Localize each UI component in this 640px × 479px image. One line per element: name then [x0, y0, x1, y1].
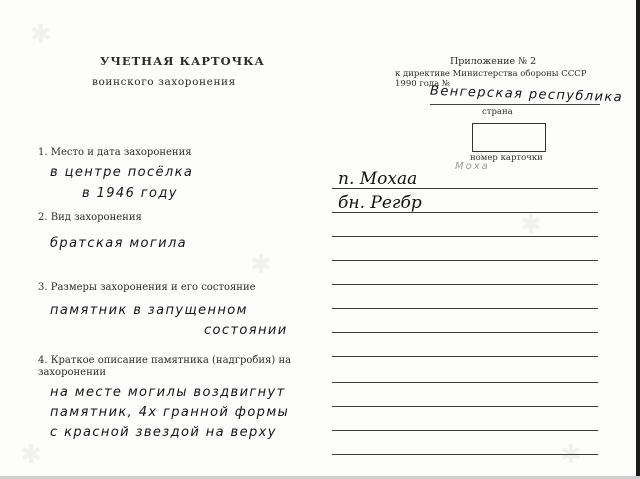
burial-type-value: братская могила: [50, 236, 188, 251]
place-date-label: 1. Место и дата захоронения: [38, 147, 192, 158]
ruled-line: [332, 188, 598, 189]
ruled-line: [332, 212, 598, 213]
place-date-value-1: в центре посёлка: [50, 165, 194, 180]
burial-type-label: 2. Вид захоронения: [38, 212, 142, 223]
card-number-box: [472, 123, 546, 152]
card-subtitle: воинского захоронения: [92, 76, 236, 88]
scan-edge-shadow: [636, 0, 640, 479]
ruled-line: [332, 308, 598, 309]
monument-value-3: с красной звездой на верху: [50, 425, 277, 440]
directive-line-1: к директиве Министерства обороны СССР: [395, 69, 587, 79]
ruled-line: [332, 332, 598, 333]
watermark-mark: ✱: [250, 250, 272, 280]
size-state-value-2: состоянии: [204, 323, 288, 338]
monument-value-2: памятник, 4х гранной формы: [50, 405, 290, 420]
size-state-label: 3. Размеры захоронения и его состояние: [38, 282, 256, 293]
ruled-line: [332, 356, 598, 357]
ruled-line: [332, 406, 598, 407]
size-state-value-1: памятник в запущенном: [50, 303, 248, 318]
monument-label-1: 4. Краткое описание памятника (надгробия) на: [38, 355, 292, 366]
watermark-mark: ✱: [20, 440, 42, 470]
handwritten-signature-line-2: бн. Регбр: [338, 193, 422, 213]
ruled-line: [332, 260, 598, 261]
watermark-mark: ✱: [30, 20, 52, 50]
place-date-value-2: в 1946 году: [82, 186, 178, 201]
ruled-line: [332, 382, 598, 383]
ruled-line: [332, 236, 598, 237]
ruled-line: [332, 430, 598, 431]
card-title: УЧЕТНАЯ КАРТОЧКА: [100, 54, 265, 68]
card-number-label: номер карточки: [470, 153, 543, 163]
monument-label-2: захоронении: [38, 367, 107, 378]
watermark-mark: ✱: [520, 210, 542, 240]
handwritten-signature-line-1: п. Мохаа: [338, 169, 418, 189]
faint-handwritten-note: Моха: [455, 161, 490, 172]
ruled-line: [332, 454, 598, 455]
directive-line-2: 1990 года №: [395, 79, 450, 89]
watermark-mark: ✱: [560, 440, 582, 470]
ruled-line: [332, 284, 598, 285]
monument-value-1: на месте могилы воздвигнут: [50, 385, 286, 400]
country-value: Венгерская республика: [429, 83, 624, 106]
country-underline: [430, 104, 600, 105]
country-label: страна: [482, 107, 513, 117]
appendix-label: Приложение № 2: [450, 56, 537, 67]
